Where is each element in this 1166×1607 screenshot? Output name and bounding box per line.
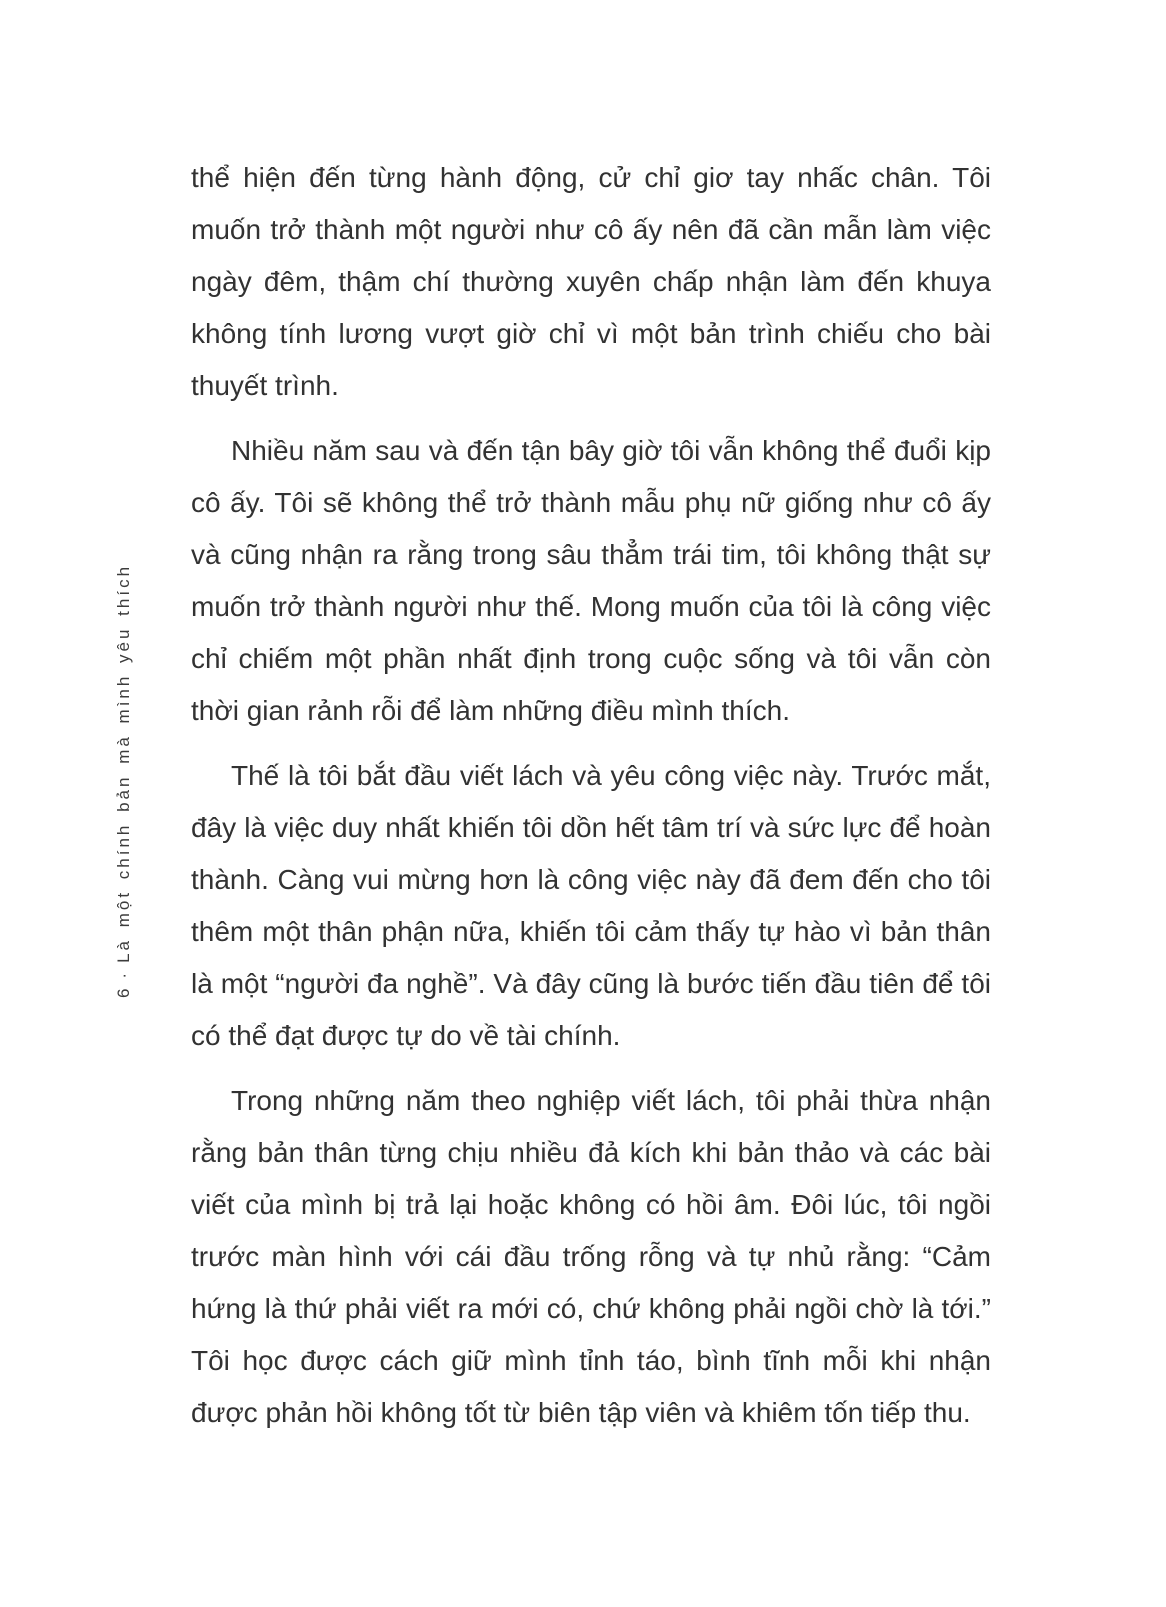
body-text-column [191,152,991,1452]
paragraph-4: Trong những năm theo nghiệp viết lách, tôi phải thừa nhận rằng bản thân từng chịu nhiều đả kích khi bản thảo và các bài viết của mình bị trả lại hoặc không có hồi âm. Đôi lúc, tôi ngồi trước màn hình với cái đầu trống rỗng và tự nhủ rằng: “Cảm hứng là thứ phải viết ra mới có, chứ không phải ngồi chờ là tới.” Tôi học được cách giữ mình tỉnh táo, bình tĩnh mỗi khi nhận được phản hồi không tốt từ biên tập viên và khiêm tốn tiếp thu. [191,1085,991,1428]
page-number: 6 [114,985,133,999]
book-title: Là một chính bản mà mình yêu thích [114,563,133,963]
paragraph-3: Thế là tôi bắt đầu viết lách và yêu công việc này. Trước mắt, đây là việc duy nhất khiến tôi dồn hết tâm trí và sức lực để hoàn thành. Càng vui mừng hơn là công việc này đã đem đến cho tôi thêm một thân phận nữa, khiến tôi cảm thấy tự hào vì bản thân là một “người đa nghề”. Và đây cũng là bước tiến đầu tiên để tôi có thể đạt được tự do về tài chính. [191,760,991,1051]
paragraph-2: Nhiều năm sau và đến tận bây giờ tôi vẫn không thể đuổi kịp cô ấy. Tôi sẽ không thể trở thành mẫu phụ nữ giống như cô ấy và cũng nhận ra rằng trong sâu thẳm trái tim, tôi không thật sự muốn trở thành người như thế. Mong muốn của tôi là công việc chỉ chiếm một phần nhất định trong cuộc sống và tôi vẫn còn thời gian rảnh rỗi để làm những điều mình thích. [191,435,991,726]
footer-separator-dot: · [114,969,133,979]
paragraph-1: thể hiện đến từng hành động, cử chỉ giơ tay nhấc chân. Tôi muốn trở thành một người như cô ấy nên đã cần mẫn làm việc ngày đêm, thậm chí thường xuyên chấp nhận làm đến khuya không tính lương vượt giờ chỉ vì một bản trình chiếu cho bài thuyết trình. [191,162,991,401]
running-footer [114,564,134,998]
